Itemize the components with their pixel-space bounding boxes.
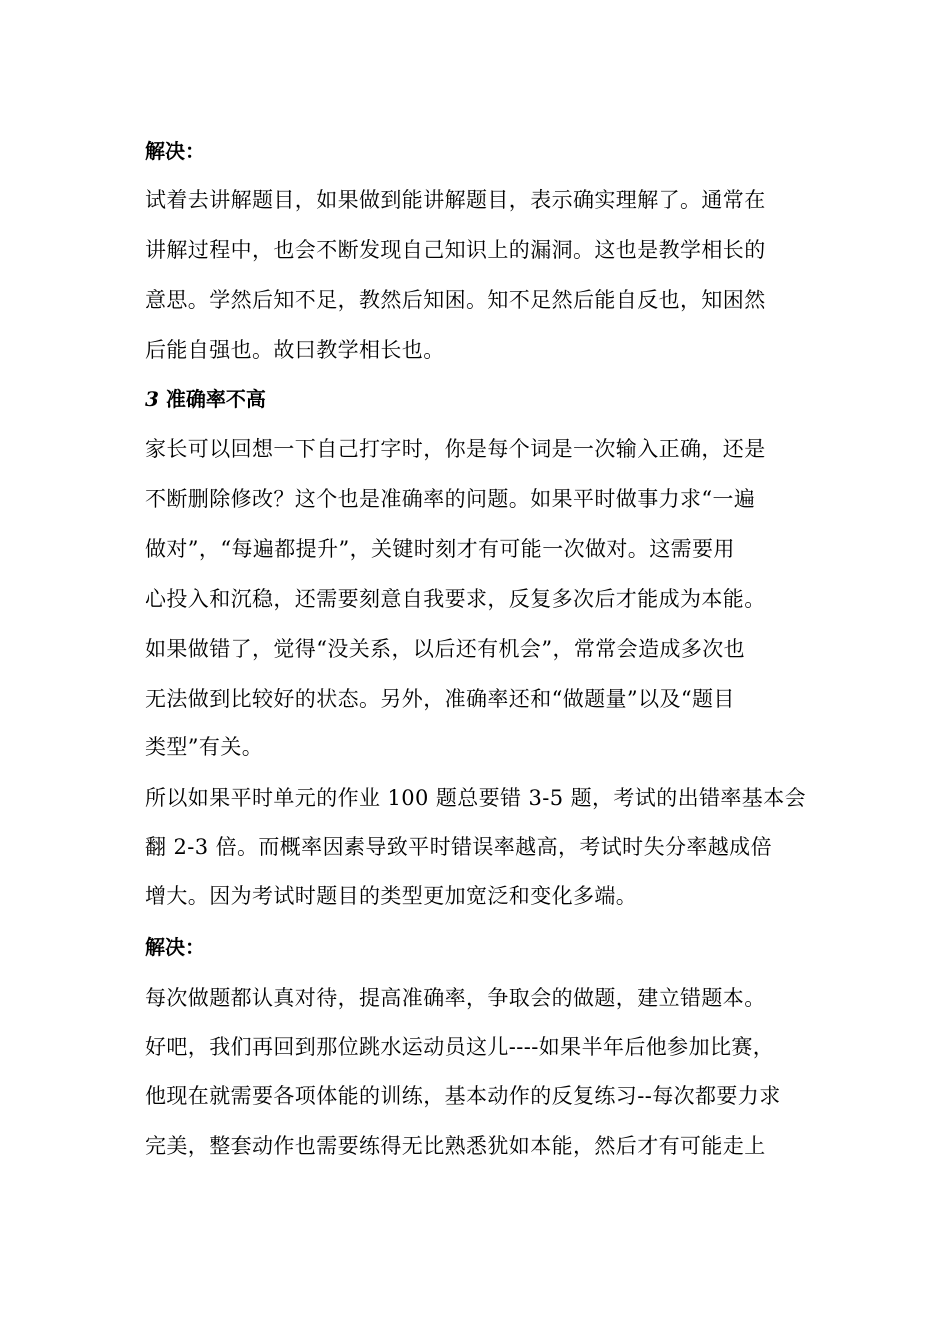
- paragraph-line: 做对”，“每遍都提升”，关键时刻才有可能一次做对。这需要用: [145, 537, 735, 561]
- paragraph-line: 好吧，我们再回到那位跳水运动员这儿----如果半年后他参加比赛，: [145, 1035, 775, 1059]
- section-title: 准确率不高: [165, 387, 266, 411]
- paragraph-line: 不断删除修改？这个也是准确率的问题。如果平时做事力求“一遍: [145, 487, 756, 511]
- paragraph-line: 每次做题都认真对待，提高准确率，争取会的做题，建立错题本。: [145, 986, 766, 1010]
- paragraph-line: 家长可以回想一下自己打字时，你是每个词是一次输入正确，还是: [145, 437, 766, 461]
- paragraph-line: 后能自强也。故曰教学相长也。: [145, 338, 445, 362]
- section-heading-accuracy: [145, 386, 815, 412]
- section-heading-solution-1: 解决：: [145, 139, 205, 163]
- paragraph-line: 试着去讲解题目，如果做到能讲解题目，表示确实理解了。通常在: [145, 188, 766, 212]
- paragraph-line: 类型”有关。: [145, 735, 264, 759]
- paragraph-line: 讲解过程中，也会不断发现自己知识上的漏洞。这也是教学相长的: [145, 238, 766, 262]
- paragraph-line: 他现在就需要各项体能的训练，基本动作的反复练习--每次都要力求: [145, 1084, 781, 1108]
- paragraph-line: 完美，整套动作也需要练得无比熟悉犹如本能，然后才有可能走上: [145, 1134, 766, 1158]
- paragraph-line: 增大。因为考试时题目的类型更加宽泛和变化多端。: [145, 884, 638, 908]
- paragraph-line: 无法做到比较好的状态。另外，准确率还和“做题量”以及“题目: [145, 687, 735, 711]
- paragraph-line: 所以如果平时单元的作业 100 题总要错 3-5 题，考试的出错率基本会: [145, 786, 806, 810]
- paragraph-line: 心投入和沉稳，还需要刻意自我要求，反复多次后才能成为本能。: [145, 587, 766, 611]
- paragraph-line: 意思。学然后知不足，教然后知困。知不足然后能自反也，知困然: [145, 288, 766, 312]
- section-number: 3: [145, 387, 159, 411]
- paragraph-line: 翻 2-3 倍。而概率因素导致平时错误率越高，考试时失分率越成倍: [145, 835, 772, 859]
- section-heading-solution-2: 解决：: [145, 935, 205, 959]
- paragraph-line: 如果做错了，觉得“没关系，以后还有机会”，常常会造成多次也: [145, 637, 746, 661]
